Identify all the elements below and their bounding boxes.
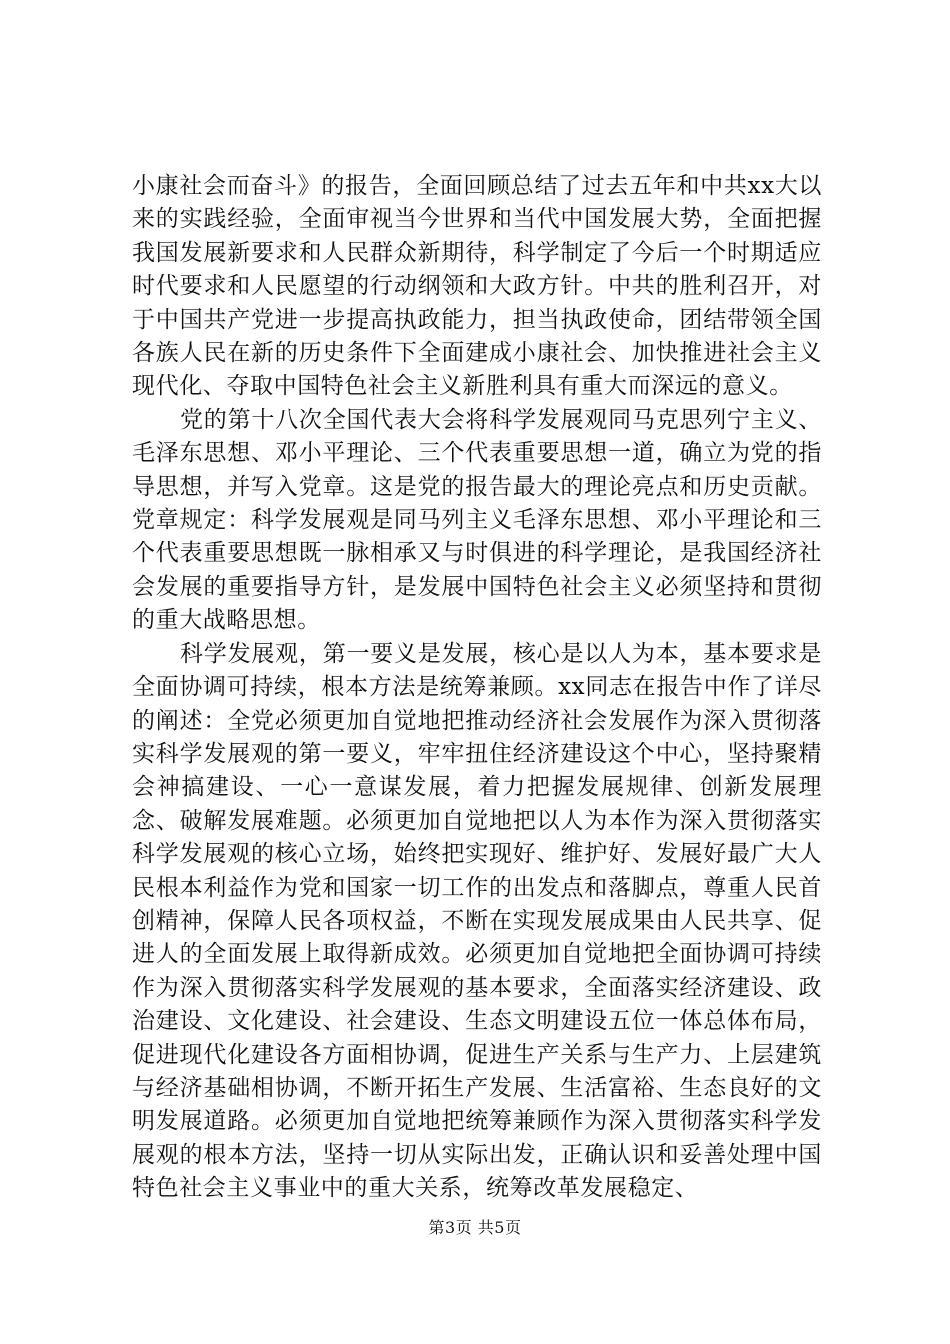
document-body [132,170,822,1206]
paragraph-2: 党的第十八次全国代表大会将科学发展观同马克思列宁主义、毛泽东思想、邓小平理论、三个代表重要思想一道，确立为党的指导思想，并写入党章。这是党的报告最大的理论亮点和历史贡献。党章规定：科学发展观是同马列主义毛泽东思想、邓小平理论和三个代表重要思想既一脉相承又与时俱进的科学理论，是我国经济社会发展的重要指导方针，是发展中国特色社会主义必须坚持和贯彻的重大战略思想。 [132,406,822,634]
paragraph-1: 小康社会而奋斗》的报告，全面回顾总结了过去五年和中共xx大以来的实践经验，全面审视当今世界和当代中国发展大势，全面把握我国发展新要求和人民群众新期待，科学制定了今后一个时期适应时代要求和人民愿望的行动纲领和大政方针。中共的胜利召开，对于中国共产党进一步提高执政能力，担当执政使命，团结带领全国各族人民在新的历史条件下全面建成小康社会、加快推进社会主义现代化、夺取中国特色社会主义新胜利具有重大而深远的意义。 [132,173,822,400]
paragraph-3: 科学发展观，第一要义是发展，核心是以人为本，基本要求是全面协调可持续，根本方法是统筹兼顾。xx同志在报告中作了详尽的阐述：全党必须更加自觉地把推动经济社会发展作为深入贯彻落实科学发展观的第一要义，牢牢扭住经济建设这个中心，坚持聚精会神搞建设、一心一意谋发展，着力把握发展规律、创新发展理念、破解发展难题。必须更加自觉地把以人为本作为深入贯彻落实科学发展观的核心立场，始终把实现好、维护好、发展好最广大人民根本利益作为党和国家一切工作的出发点和落脚点，尊重人民首创精神，保障人民各项权益，不断在实现发展成果由人民共享、促进人的全面发展上取得新成效。必须更加自觉地把全面协调可持续作为深入贯彻落实科学发展观的基本要求，全面落实经济建设、政治建设、文化建设、社会建设、生态文明建设五位一体总体布局，促进现代化建设各方面相协调，促进生产关系与生产力、上层建筑与经济基础相协调，不断开拓生产发展、生活富裕、生态良好的文明发展道路。必须更加自觉地把统筹兼顾作为深入贯彻落实科学发展观的根本方法，坚持一切从实际出发，正确认识和妥善处理中国特色社会主义事业中的重大关系，统筹改革发展稳定、 [132,640,822,1202]
page-number-footer: 第3页 共5页 [428,1218,522,1237]
